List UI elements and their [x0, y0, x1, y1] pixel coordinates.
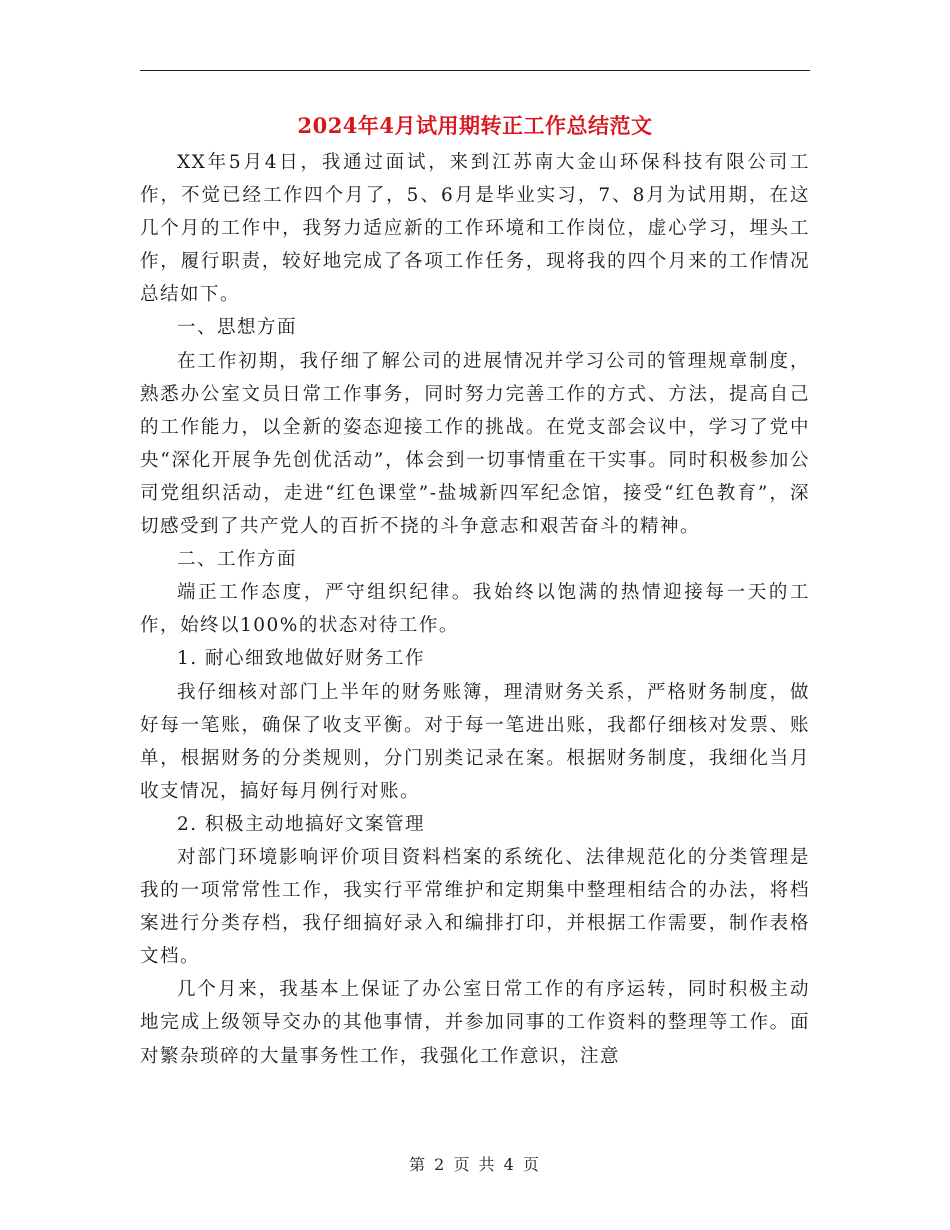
- paragraph-thought: 在工作初期，我仔细了解公司的进展情况并学习公司的管理规章制度，熟悉办公室文员日常工作事务，同时努力完善工作的方式、方法，提高自己的工作能力，以全新的姿态迎接工作的挑战。在党支部会议中，学习了党中央“深化开展争先创优活动”，体会到一切事情重在干实事。同时积极参加公司党组织活动，走进“红色课堂”-盐城新四军纪念馆，接受“红色教育”，深切感受到了共产党人的百折不挠的斗争意志和艰苦奋斗的精神。: [140, 350, 810, 538]
- paragraph-finance: 我仔细核对部门上半年的财务账簿，理清财务关系，严格财务制度，做好每一笔账，确保了收支平衡。对于每一笔进出账，我都仔细核对发票、账单，根据财务的分类规则，分门别类记录在案。根据财务制度，我细化当月收支情况，搞好每月例行对账。: [140, 681, 810, 802]
- paragraph-summary: 几个月来，我基本上保证了办公室日常工作的有序运转，同时积极主动地完成上级领导交办的其他事情，并参加同事的工作资料的整理等工作。面对繁杂琐碎的大量事务性工作，我强化工作意识，注意: [140, 979, 810, 1067]
- section-heading-thought: 一、思想方面: [177, 317, 298, 339]
- page-footer: 第 2 页 共 4 页: [409, 1155, 541, 1174]
- paragraph-documents: 对部门环境影响评价项目资料档案的系统化、法律规范化的分类管理是我的一项常常性工作，我实行平常维护和定期集中整理相结合的办法，将档案进行分类存档，我仔细搞好录入和编排打印，并根据工作需要，制作表格文档。: [140, 846, 810, 968]
- header-rule: [140, 70, 810, 71]
- paragraph-work-attitude: 端正工作态度，严守组织纪律。我始终以饱满的热情迎接每一天的工作，始终以100%的状态对待工作。: [140, 582, 810, 637]
- subheading-documents: 2. 积极主动地搞好文案管理: [177, 813, 426, 835]
- subheading-finance: 1. 耐心细致地做好财务工作: [177, 648, 426, 670]
- section-heading-work: 二、工作方面: [177, 549, 298, 571]
- document-body: [140, 146, 810, 1073]
- document-title: 2024年4月试用期转正工作总结范文: [297, 113, 653, 138]
- paragraph-intro: XX年5月4日，我通过面试，来到江苏南大金山环保科技有限公司工作，不觉已经工作四个月了，5、6月是毕业实习，7、8月为试用期，在这几个月的工作中，我努力适应新的工作环境和工作岗位，虚心学习，埋头工作，履行职责，较好地完成了各项工作任务，现将我的四个月来的工作情况总结如下。: [140, 152, 810, 306]
